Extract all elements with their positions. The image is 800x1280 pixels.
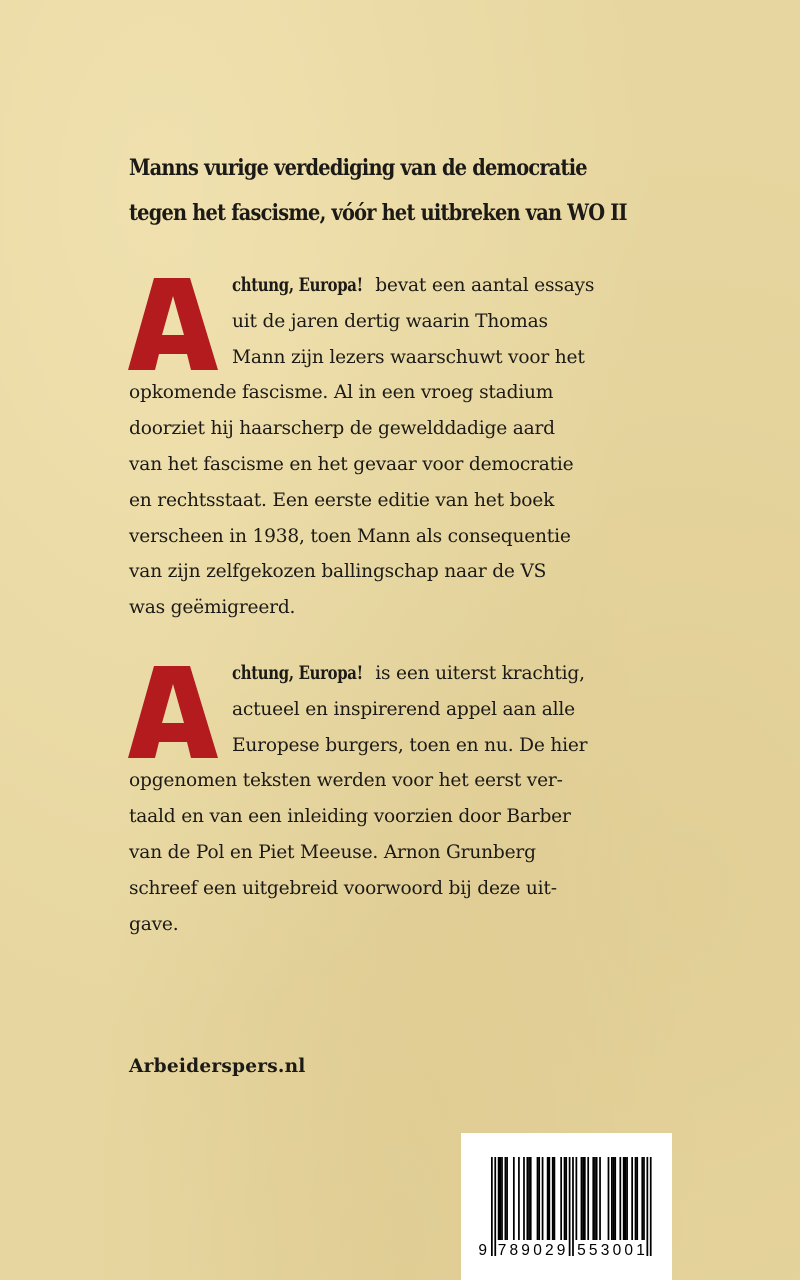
svg-text:7: 7 [497, 1242, 507, 1259]
para2-line-4: opgenomen teksten werden voor het eerst ver- [129, 770, 563, 792]
isbn-barcode [461, 1133, 672, 1280]
para2-line-6: van de Pol en Piet Meeuse. Arnon Grunberg [129, 841, 536, 863]
para1-line-5: doorziet hij haarscherp de gewelddadige aard [129, 418, 555, 440]
para2-line-3: Europese burgers, toen en nu. De hier [232, 734, 588, 756]
tagline [129, 146, 645, 236]
svg-text:5: 5 [588, 1242, 598, 1259]
svg-text:0: 0 [612, 1242, 622, 1259]
svg-text:1: 1 [636, 1242, 645, 1259]
svg-text:9: 9 [521, 1242, 530, 1259]
para1-line-10: was geëmigreerd. [129, 597, 296, 619]
svg-text:0: 0 [624, 1242, 634, 1259]
book-title: chtung, Europa! [232, 663, 363, 684]
svg-text:3: 3 [600, 1242, 610, 1259]
svg-text:2: 2 [544, 1242, 554, 1259]
para1-line-2: uit de jaren dertig waarin Thomas [232, 310, 548, 332]
para1-line-3: Mann zijn lezers waarschuwt voor het [232, 346, 585, 368]
publisher-website: Arbeiderspers.nl [129, 1056, 306, 1077]
para2-line-5: taald en van een inleiding voorzien door Barber [129, 806, 571, 828]
para2-line-7: schreef een uitgebreid voorwoord bij deze uit- [129, 877, 557, 899]
para1-line-9: van zijn zelfgekozen ballingschap naar de VS [129, 561, 547, 583]
tagline-line-2: tegen het fascisme, vóór het uitbreken van WO II [129, 200, 627, 226]
svg-text:9: 9 [478, 1242, 487, 1259]
description-paragraph-2 [129, 656, 669, 942]
para1-line-4: opkomende fascisme. Al in een vroeg stadium [129, 382, 554, 404]
para2-line-1: chtung, Europa! is een uiterst krachtig, [129, 656, 669, 692]
description-paragraph-1 [129, 268, 669, 626]
barcode-bars-icon [461, 1133, 672, 1280]
para2-line-8: gave. [129, 913, 179, 935]
para2-line-2: actueel en inspirerend appel aan alle [232, 698, 575, 720]
para1-line-8: verscheen in 1938, toen Mann als consequentie [129, 525, 571, 547]
para1-line-1: chtung, Europa! bevat een aantal essays [129, 268, 669, 304]
book-title: chtung, Europa! [232, 275, 363, 296]
svg-text:8: 8 [509, 1242, 519, 1259]
para1-line-7: en rechtsstaat. Een eerste editie van het boek [129, 489, 555, 511]
para1-line-6: van het fascisme en het gevaar voor democratie [129, 453, 574, 475]
tagline-line-1: Manns vurige verdediging van de democratie [129, 155, 587, 181]
svg-text:0: 0 [533, 1242, 542, 1259]
svg-text:9: 9 [556, 1242, 566, 1259]
svg-text:5: 5 [577, 1242, 586, 1259]
